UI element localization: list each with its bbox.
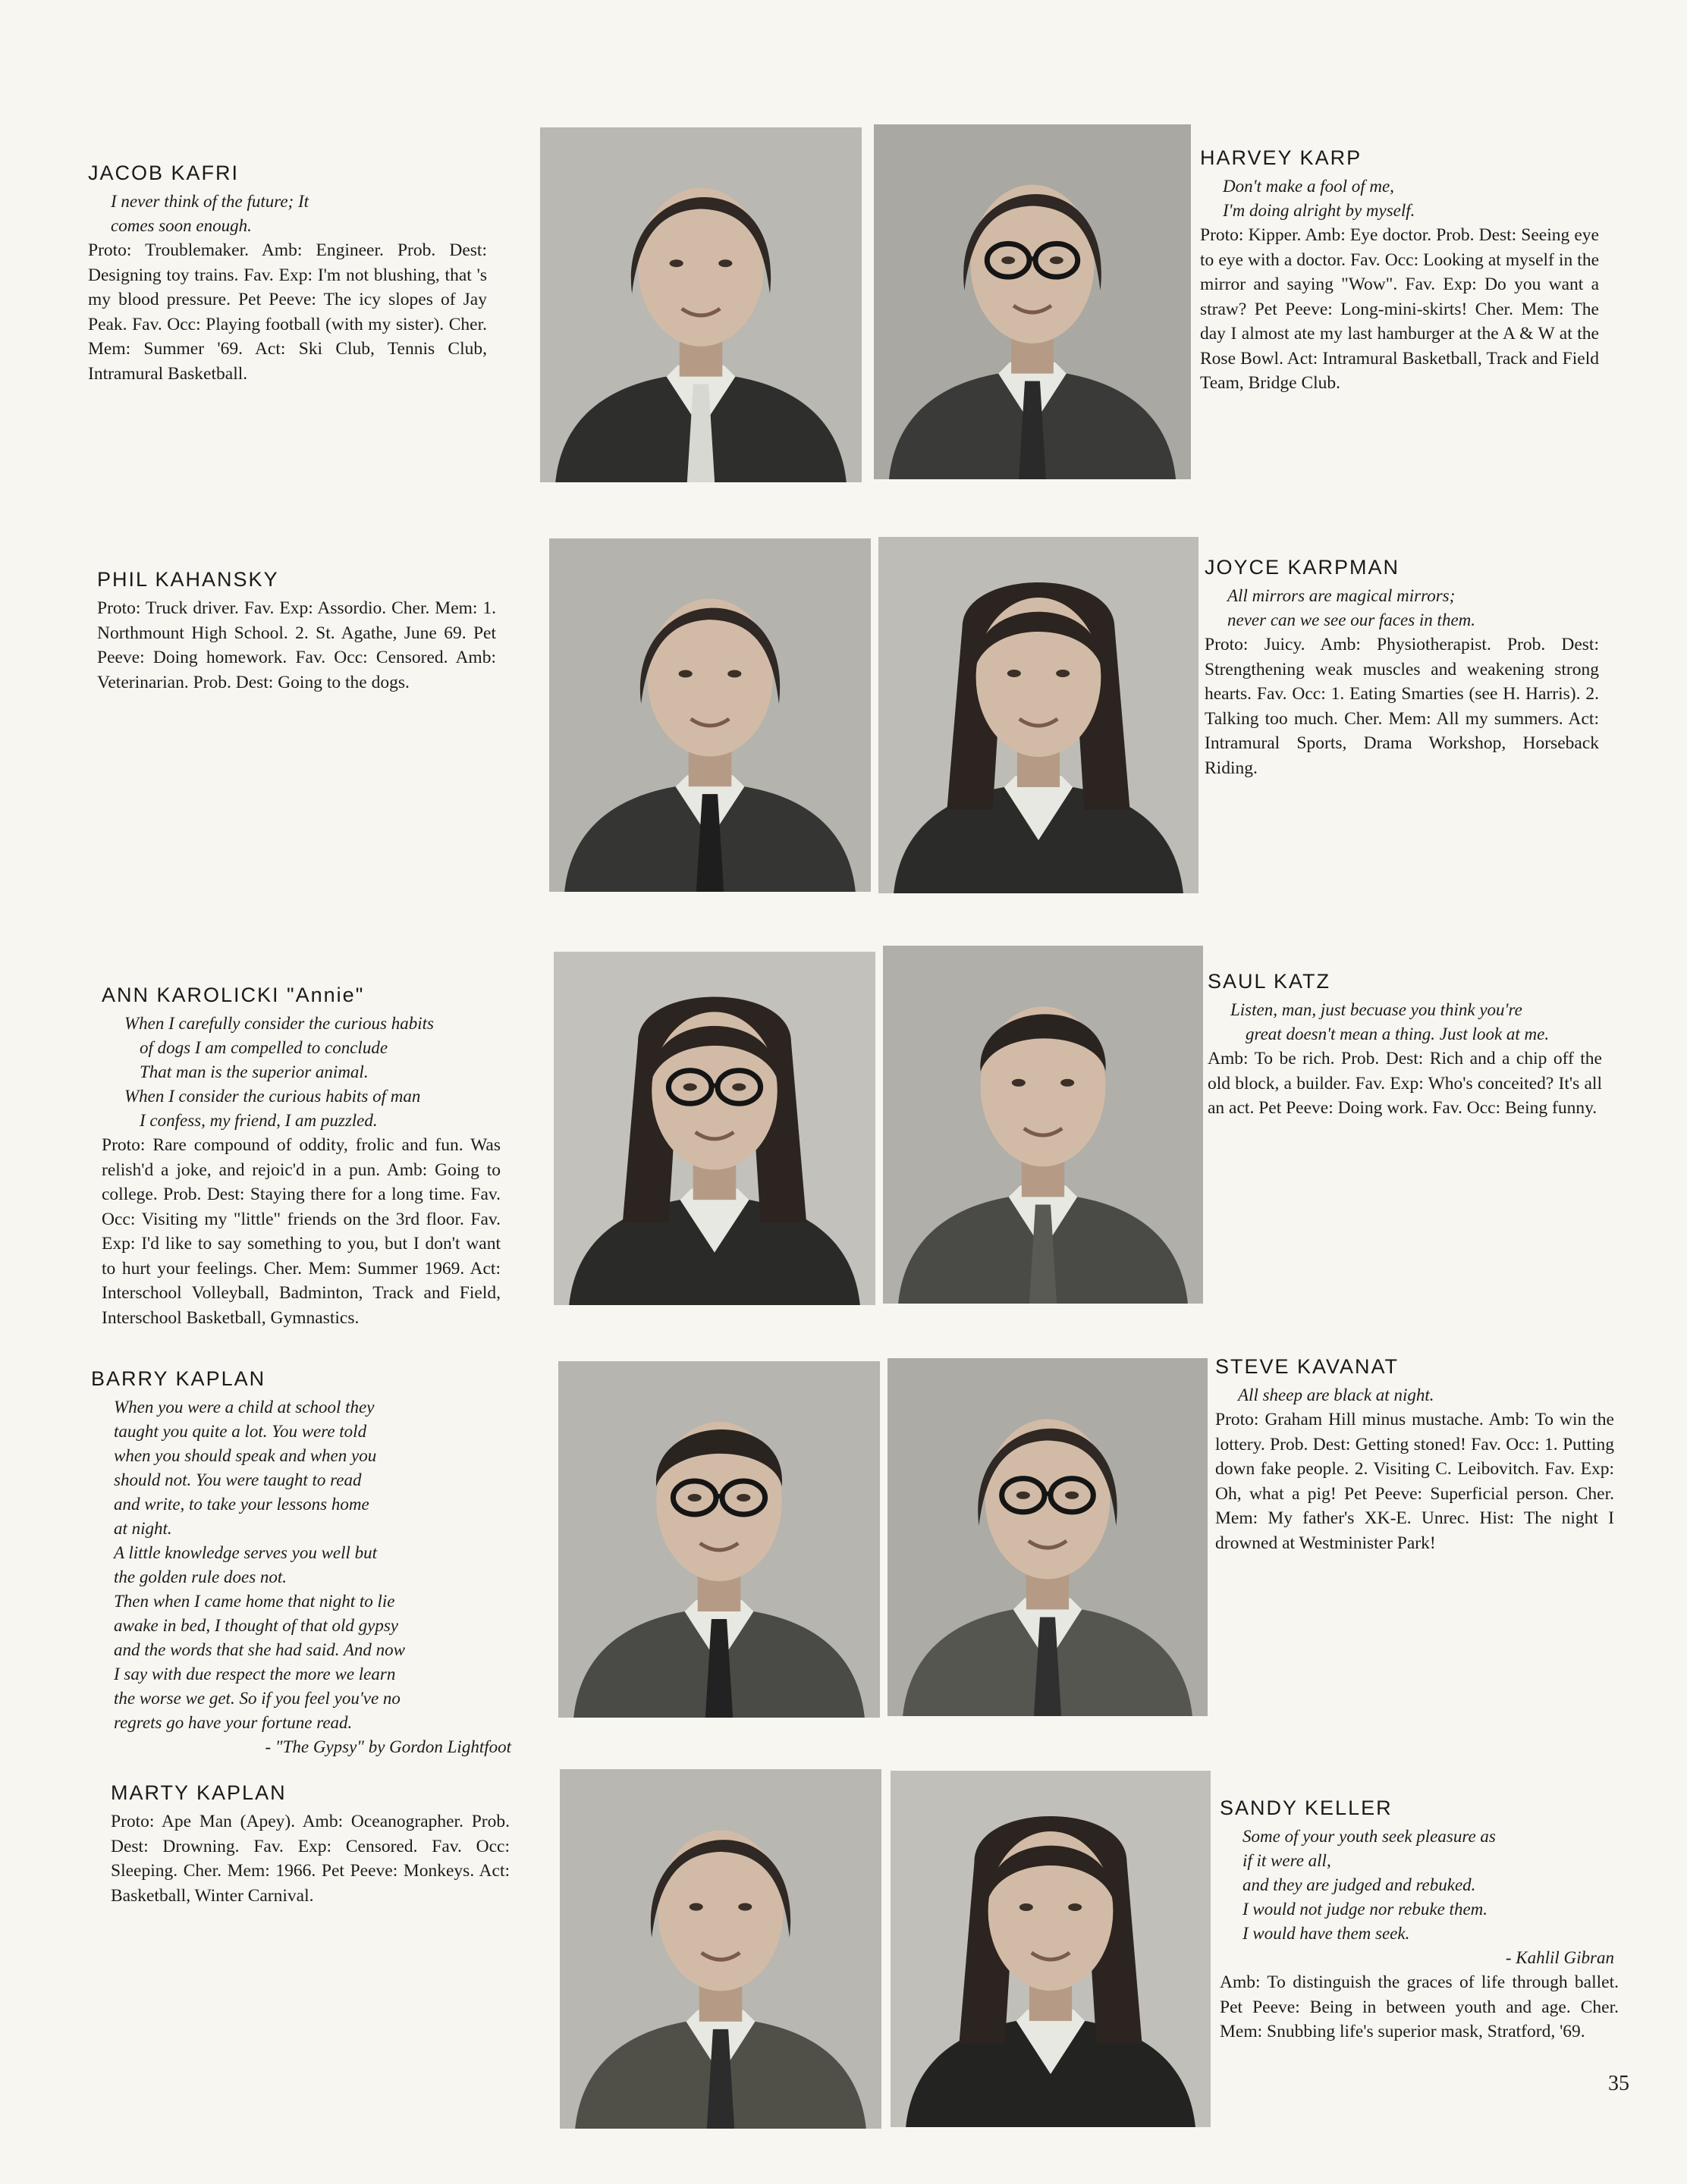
student-name: SANDY KELLER (1220, 1796, 1393, 1819)
student-quote: When I carefully consider the curious habits of dogs I am compelled to conclude That man is the superior animal. When I consider the curious habits of man I confess, my friend, I am puzzled. (124, 1014, 434, 1130)
student-quote: All sheep are black at night. (1238, 1385, 1434, 1404)
student-bio: Proto: Ape Man (Apey). Amb: Oceanographer. Prob. Dest: Drowning. Fav. Exp: Censored. Fav. Occ: Sleeping. Cher. Mem: 1966. Pet Peeve: Monkeys. Act: Basketball, Winter Carnival. (111, 1812, 510, 1906)
student-name: BARRY KAPLAN (91, 1367, 266, 1390)
student-quote: When you were a child at school they taught you quite a lot. You were told when you should speak and when you should not. You were taught to read and write, to take your lessons home at night. A little knowledge serves you well but the golden rule does not. Then when I came home that night to lie awake in bed, I thought of that old gypsy and the words that she had said. And now I say with due respect the more we learn the worse we get. So if you feel you've no regrets go have your fortune read. - "The Gypsy" by Gordon Lightfoot (91, 1395, 516, 1759)
student-quote: All mirrors are magical mirrors; never can we see our faces in them. (1227, 586, 1476, 629)
portrait-jacob-kafri (540, 127, 862, 482)
entry-sandy-keller (1220, 1796, 1619, 2044)
entry-joyce-karpman (1205, 556, 1599, 780)
student-name: SAUL KATZ (1208, 970, 1331, 993)
student-name: STEVE KAVANAT (1215, 1355, 1400, 1378)
portrait-marty-kaplan (560, 1769, 881, 2129)
portrait-steve-kavanat (887, 1358, 1208, 1716)
entry-marty-kaplan (111, 1781, 510, 1908)
student-quote: Some of your youth seek pleasure as if it were all, and they are judged and rebuked. I would not judge nor rebuke them. I would have them seek. - Kahlil Gibran (1220, 1825, 1619, 1970)
student-bio: Proto: Truck driver. Fav. Exp: Assordio. Cher. Mem: 1. Northmount High School. 2. St. Agathe, June 69. Pet Peeve: Doing homework. Fav. Occ: Censored. Amb: Veterinarian. Prob. Dest: Going to the dogs. (97, 598, 496, 692)
portrait-image (554, 952, 875, 1305)
student-quote: Listen, man, just becuase you think you're great doesn't mean a thing. Just look at me. (1230, 1000, 1550, 1043)
student-quote: Don't make a fool of me, I'm doing alright by myself. (1223, 177, 1415, 220)
portrait-barry-kaplan (558, 1361, 880, 1718)
portrait-ann-karolicki (554, 952, 875, 1305)
entry-saul-katz (1208, 970, 1602, 1121)
student-name: PHIL KAHANSKY (97, 568, 279, 591)
quote-attribution: - "The Gypsy" by Gordon Lightfoot (265, 1737, 511, 1756)
student-bio: Proto: Troublemaker. Amb: Engineer. Prob. Dest: Designing toy trains. Fav. Exp: I'm not blushing, that 's my blood pressure. Pet Peeve: The icy slopes of Jay Peak. Fav. Occ: Playing football (with my sister). Cher. Mem: Summer '69. Act: Ski Club, Tennis Club, Intramural Basketball. (88, 240, 487, 384)
portrait-joyce-karpman (878, 537, 1198, 893)
entry-phil-kahansky (97, 568, 496, 695)
quote-attribution: - Kahlil Gibran (1505, 1948, 1614, 1967)
portrait-image (560, 1769, 881, 2129)
portrait-sandy-keller (891, 1771, 1211, 2127)
student-name: JACOB KAFRI (88, 162, 240, 184)
portrait-image (891, 1771, 1211, 2127)
portrait-image (540, 127, 862, 482)
student-bio: Proto: Rare compound of oddity, frolic and fun. Was relish'd a joke, and rejoic'd in a pun. Amb: Going to college. Prob. Dest: Staying there for a long time. Fav. Occ: Visiting my "little" friends on the 3rd floor. Fav. Exp: I'd like to say something to you, but I don't want to hurt your feelings. Cher. Mem: Summer 1969. Act: Interschool Volleyball, Badminton, Track and Field, Interschool Basketball, Gymnastics. (102, 1135, 501, 1328)
portrait-image (549, 538, 871, 892)
portrait-phil-kahansky (549, 538, 871, 892)
portrait-image (883, 946, 1203, 1304)
student-bio: Proto: Kipper. Amb: Eye doctor. Prob. Dest: Seeing eye to eye with a doctor. Fav. Occ: Looking at myself in the mirror and saying "Wow". Fav. Exp: Do you want a straw? Pet Peeve: Long-mini-skirts! Cher. Mem: The day I almost ate my last hamburger at the A & W at the Rose Bowl. Act: Intramural Basketball, Track and Field Team, Bridge Club. (1200, 225, 1599, 393)
portrait-harvey-karp (874, 124, 1191, 479)
student-name: HARVEY KARP (1200, 146, 1362, 169)
page-number: 35 (1608, 2072, 1629, 2095)
portrait-image (558, 1361, 880, 1718)
student-quote: I never think of the future; It comes soon enough. (111, 192, 309, 235)
portrait-image (887, 1358, 1208, 1716)
entry-ann-karolicki (102, 984, 501, 1330)
entry-harvey-karp (1200, 146, 1599, 396)
student-bio: Amb: To be rich. Prob. Dest: Rich and a chip off the old block, a builder. Fav. Exp: Who's conceited? It's all an act. Pet Peeve: Doing work. Fav. Occ: Being funny. (1208, 1049, 1602, 1118)
student-bio: Proto: Graham Hill minus mustache. Amb: To win the lottery. Prob. Dest: Getting stoned! Fav. Occ: 1. Putting down fake people. 2. Visiting C. Leibovitch. Fav. Exp: Oh, what a pig! Pet Peeve: Superficial person. Cher. Mem: My father's XK-E. Unrec. Hist: The night I drowned at Westminister Park! (1215, 1410, 1614, 1553)
student-name: JOYCE KARPMAN (1205, 556, 1400, 579)
student-bio: Amb: To distinguish the graces of life through ballet. Pet Peeve: Being in between youth and age. Cher. Mem: Snubbing life's superior mask, Stratford, '69. (1220, 1972, 1619, 2041)
portrait-image (878, 537, 1198, 893)
student-name: MARTY KAPLAN (111, 1781, 287, 1804)
entry-jacob-kafri (88, 162, 487, 386)
student-bio: Proto: Juicy. Amb: Physiotherapist. Prob. Dest: Strengthening weak muscles and weakening strong hearts. Fav. Occ: 1. Eating Smarties (see H. Harris). 2. Talking too much. Cher. Mem: All my summers. Act: Intramural Sports, Drama Workshop, Horseback Riding. (1205, 635, 1599, 778)
portrait-image (874, 124, 1191, 479)
portrait-saul-katz (883, 946, 1203, 1304)
entry-barry-kaplan (91, 1367, 516, 1759)
student-name: ANN KAROLICKI "Annie" (102, 984, 365, 1006)
entry-steve-kavanat (1215, 1355, 1614, 1555)
